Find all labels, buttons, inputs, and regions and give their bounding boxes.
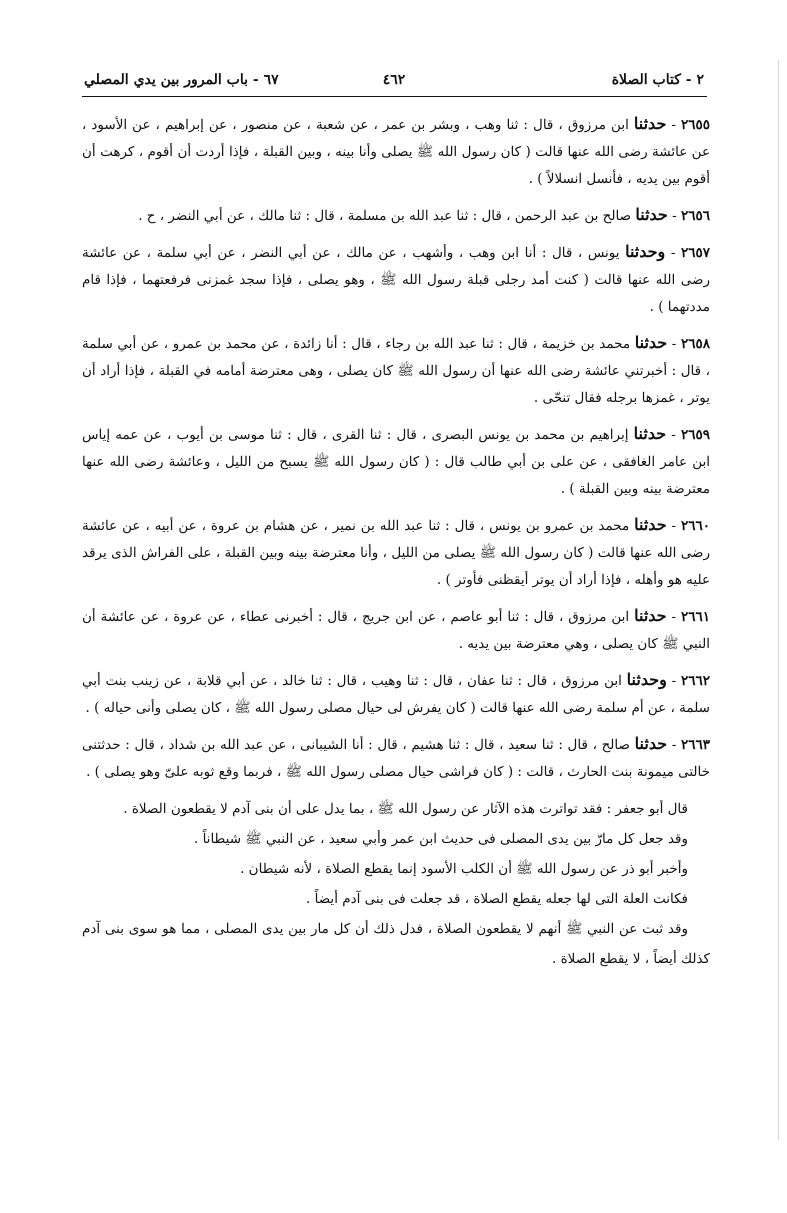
hadith-keyword: حدثنا: [633, 114, 667, 133]
hadith-keyword: وحدثنا: [625, 242, 666, 261]
hadith-text: محمد بن عمرو بن يونس ، قال : ثنا عبد الله بن نمير ، عن هشام بن عروة ، عن أبيه ، عن عائشة رضى الله عنها قالت ( كان رسول الله ﷺ يصلى من الليل ، وأنا معترضة بينه وبين القبلة ، على الفراش الذى يرقد عليه هو وأهله ، فإذا أراد أن يوتر أيقظنى فأوتر ) .: [82, 518, 710, 588]
hadith-keyword: حدثنا: [634, 333, 668, 352]
hadith-text: صالح بن عبد الرحمن ، قال : ثنا عبد الله بن مسلمة ، قال : ثنا مالك ، عن أبي النضر ، ح .: [138, 208, 632, 224]
commentary-line: قال أبو جعفر : فقد تواترت هذه الآثار عن رسول الله ﷺ ، بما يدل على أن بنى آدم لا يقطعون الصلاة .: [123, 801, 688, 817]
commentary-line: وأخبر أبو ذر عن رسول الله ﷺ أن الكلب الأسود إنما يقطع الصلاة ، لأنه شيطان .: [240, 861, 688, 877]
hadith-entry: ٢٦٥٩ - حدثنا إبراهيم بن محمد بن يونس البصرى ، قال : ثنا القرى ، قال : ثنا موسى بن أيوب ، عن عمه إياس ابن عامر الغافقى ، عن على بن أبي طالب قال : ( كان رسول الله ﷺ يسبح من الليل ، وعائشة رضى الله عنها معترضة بينه وبين القبلة ) .: [82, 424, 710, 497]
hadith-number: ٢٦٥٩: [680, 427, 710, 443]
hadith-number: ٢٦٦٣: [680, 737, 710, 753]
commentary-line: فكانت العلة التى لها جعله يقطع الصلاة ، قد جعلت فى بنى آدم أيضاً .: [306, 891, 688, 907]
hadith-entry: ٢٦٦٠ - حدثنا محمد بن عمرو بن يونس ، قال : ثنا عبد الله بن نمير ، عن هشام بن عروة ، عن أبيه ، عن عائشة رضى الله عنها قالت ( كان رسول الله ﷺ يصلى من الليل ، وأنا معترضة بينه وبين القبلة ، على الفراش الذى يرقد عليه هو وأهله ، فإذا أراد أن يوتر أيقظنى فأوتر ) .: [82, 515, 710, 588]
hadith-keyword: حدثنا: [634, 515, 667, 534]
page-body: [82, 110, 710, 974]
hadith-keyword: حدثنا: [634, 734, 668, 753]
running-header: [84, 66, 704, 94]
scan-edge-line: [778, 60, 779, 1140]
hadith-text: يونس ، قال : أنا ابن وهب ، وأشهب ، عن مالك ، عن أبي النضر ، عن أبي سلمة ، عن عائشة رضى الله عنها قالت ( كنت أمد رجلى قبلة رسول الله ﷺ ، وهو يصلى ، فإذا سجد غمزنى فرفعتهما ، فإذا قام مددتهما ) .: [82, 245, 710, 315]
hadith-entry: ٢٦٦٣ - حدثنا صالح ، قال : ثنا سعيد ، قال : ثنا هشيم ، قال : أنا الشيبانى ، عن عبد الله بن شداد ، قال : حدثتنى خالتى ميمونة بنت الحارث ، قالت : ( كان فراشى حيال مصلى رسول الله ﷺ ، فربما وقع ثوبه علىّ وهو يصلى ) .: [82, 734, 710, 780]
closing-paragraph: وقد ثبت عن النبي ﷺ أنهم لا يقطعون الصلاة ، فدل ذلك أن كل مار بين يدى المصلى ، مما هو سوى بنى آدم كذلك أيضاً ، لا يقطع الصلاة .: [82, 921, 710, 967]
page-number: ٤٦٢: [382, 72, 406, 88]
header-rule: [82, 96, 707, 97]
hadith-text: محمد بن خزيمة ، قال : ثنا عبد الله بن رجاء ، قال : أنا زائدة ، عن محمد بن عمرو ، عن أبي سلمة ، قال : أخبرتني عائشة رضى الله عنها أن رسول الله ﷺ كان يصلى ، وهى معترضة أمامه في القبلة ، فإذا أراد أن يوتر ، غمزها برجله فقال تنحّى .: [82, 336, 710, 406]
hadith-entry: ٢٦٦٢ - وحدثنا ابن مرزوق ، قال : ثنا عفان ، قال : ثنا وهيب ، قال : ثنا خالد ، عن أبي قلابة ، عن زينب بنت أبي سلمة ، عن أم سلمة رضى الله عنها قالت ( كان يفرش لى حيال مصلى رسول الله ﷺ ، كان يصلى وأنى حياله ) .: [82, 670, 710, 716]
hadith-number: ٢٦٥٧: [680, 245, 710, 261]
hadith-keyword: حدثنا: [635, 205, 668, 224]
hadith-keyword: وحدثنا: [626, 670, 667, 689]
hadith-keyword: حدثنا: [634, 606, 667, 625]
hadith-entry: ٢٦٥٦ - حدثنا صالح بن عبد الرحمن ، قال : ثنا عبد الله بن مسلمة ، قال : ثنا مالك ، عن أبي النضر ، ح .: [138, 205, 710, 224]
hadith-number: ٢٦٦٢: [680, 673, 710, 689]
hadith-text: ابن مرزوق ، قال : ثنا أبو عاصم ، عن ابن جريج ، قال : أخبرنى عطاء ، عن عروة ، عن عائشة أن النبي ﷺ كان يصلى ، وهي معترضة بين يديه .: [82, 609, 710, 652]
hadith-entry: ٢٦٦١ - حدثنا ابن مرزوق ، قال : ثنا أبو عاصم ، عن ابن جريج ، قال : أخبرنى عطاء ، عن عروة ، عن عائشة أن النبي ﷺ كان يصلى ، وهي معترضة بين يديه .: [82, 606, 710, 652]
hadith-text: ابن مرزوق ، قال : ثنا عفان ، قال : ثنا وهيب ، قال : ثنا خالد ، عن أبي قلابة ، عن زينب بنت أبي سلمة ، عن أم سلمة رضى الله عنها قالت ( كان يفرش لى حيال مصلى رسول الله ﷺ ، كان يصلى وأنى حياله ) .: [82, 673, 710, 716]
hadith-entry: ٢٦٥٥ - حدثنا ابن مرزوق ، قال : ثنا وهب ، وبشر بن عمر ، عن شعبة ، عن منصور ، عن إبراهيم ، عن الأسود ، عن عائشة رضى الله عنها قالت ( كان رسول الله ﷺ يصلى وأنا بينه ، وبين القبلة ، فإذا أردت أن أقوم ، كرهت أن أقوم بين يديه ، فأنسل انسلالاً ) .: [82, 114, 710, 187]
hadith-number: ٢٦٦١: [680, 609, 710, 625]
hadith-number: ٢٦٥٥: [680, 117, 710, 133]
commentary-line: وقد جعل كل مارّ بين يدى المصلى فى حديث ابن عمر وأبي سعيد ، عن النبي ﷺ شيطاناً .: [193, 831, 688, 847]
hadith-entry: ٢٦٥٧ - وحدثنا يونس ، قال : أنا ابن وهب ، وأشهب ، عن مالك ، عن أبي النضر ، عن أبي سلمة ، عن عائشة رضى الله عنها قالت ( كنت أمد رجلى قبلة رسول الله ﷺ ، وهو يصلى ، فإذا سجد غمزنى فرفعتهما ، فإذا قام مددتهما ) .: [82, 242, 710, 315]
header-chapter: ٢ - كتاب الصلاة: [611, 72, 704, 88]
hadith-text: إبراهيم بن محمد بن يونس البصرى ، قال : ثنا القرى ، قال : ثنا موسى بن أيوب ، عن عمه إياس ابن عامر الغافقى ، عن على بن أبي طالب قال : ( كان رسول الله ﷺ يسبح من الليل ، وعائشة رضى الله عنها معترضة بينه وبين القبلة ) .: [82, 427, 710, 497]
hadith-text: صالح ، قال : ثنا سعيد ، قال : ثنا هشيم ، قال : أنا الشيبانى ، عن عبد الله بن شداد ، قال : حدثتنى خالتى ميمونة بنت الحارث ، قالت : ( كان فراشى حيال مصلى رسول الله ﷺ ، فربما وقع ثوبه علىّ وهو يصلى ) .: [82, 737, 710, 780]
hadith-number: ٢٦٦٠: [680, 518, 710, 534]
header-section: ٦٧ - باب المرور بين يدي المصلي: [84, 72, 279, 88]
hadith-keyword: حدثنا: [633, 424, 667, 443]
hadith-number: ٢٦٥٦: [680, 208, 710, 224]
hadith-number: ٢٦٥٨: [680, 336, 710, 352]
hadith-entry: ٢٦٥٨ - حدثنا محمد بن خزيمة ، قال : ثنا عبد الله بن رجاء ، قال : أنا زائدة ، عن محمد بن عمرو ، عن أبي سلمة ، قال : أخبرتني عائشة رضى الله عنها أن رسول الله ﷺ كان يصلى ، وهى معترضة أمامه في القبلة ، فإذا أراد أن يوتر ، غمزها برجله فقال تنحّى .: [82, 333, 710, 406]
hadith-text: ابن مرزوق ، قال : ثنا وهب ، وبشر بن عمر ، عن شعبة ، عن منصور ، عن إبراهيم ، عن الأسود ، عن عائشة رضى الله عنها قالت ( كان رسول الله ﷺ يصلى وأنا بينه ، وبين القبلة ، فإذا أردت أن أقوم ، كرهت أن أقوم بين يديه ، فأنسل انسلالاً ) .: [82, 117, 710, 187]
